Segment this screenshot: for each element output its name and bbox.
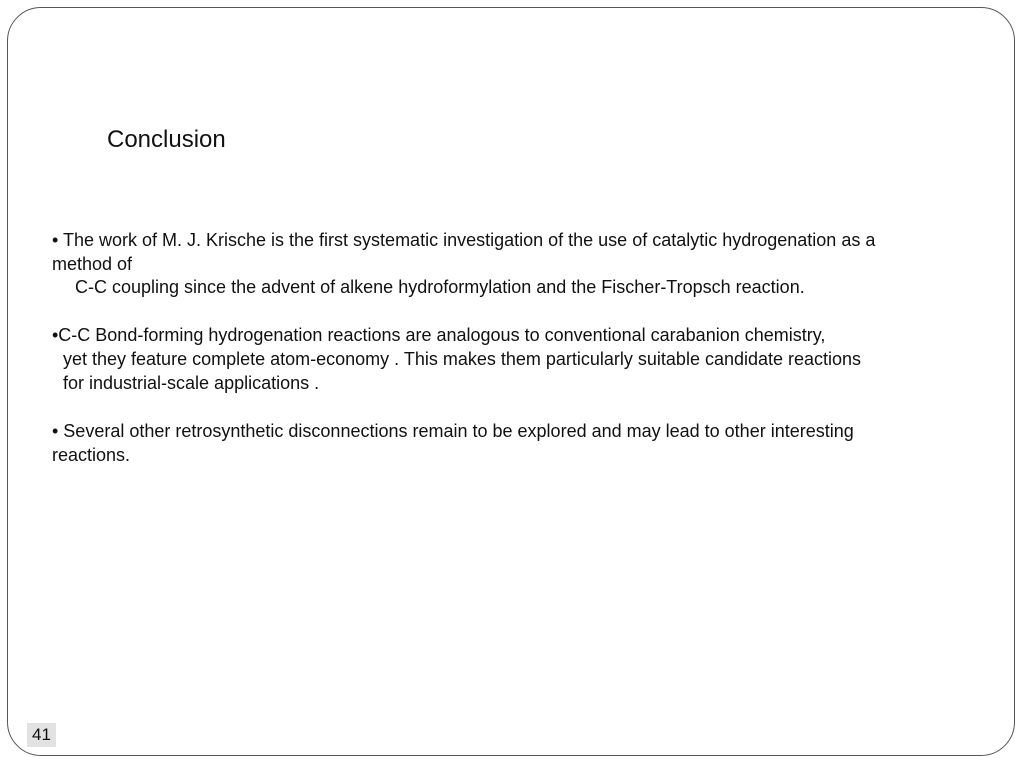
page-number: 41 [27, 723, 56, 747]
slide-title: Conclusion [107, 126, 226, 153]
bullet-3-line-1: • Several other retrosynthetic disconnections remain to be explored and may lead to other interesting [52, 421, 854, 441]
bullet-1-line-3: C-C coupling since the advent of alkene hydroformylation and the Fischer-Tropsch reaction. [75, 277, 805, 297]
bullet-2-line-3: for industrial-scale applications . [63, 373, 320, 393]
bullet-3-line-2: reactions. [52, 445, 131, 465]
bullet-2-line-1: •C-C Bond-forming hydrogenation reactions are analogous to conventional carabanion chemistry, [52, 325, 826, 345]
bullet-2-line-2: yet they feature complete atom-economy . This makes them particularly suitable candidate reactions [63, 349, 862, 369]
bullet-1-line-2: method of [52, 254, 133, 274]
bullet-1-line-1: • The work of M. J. Krische is the first systematic investigation of the use of catalytic hydrogenation as a [52, 230, 876, 250]
